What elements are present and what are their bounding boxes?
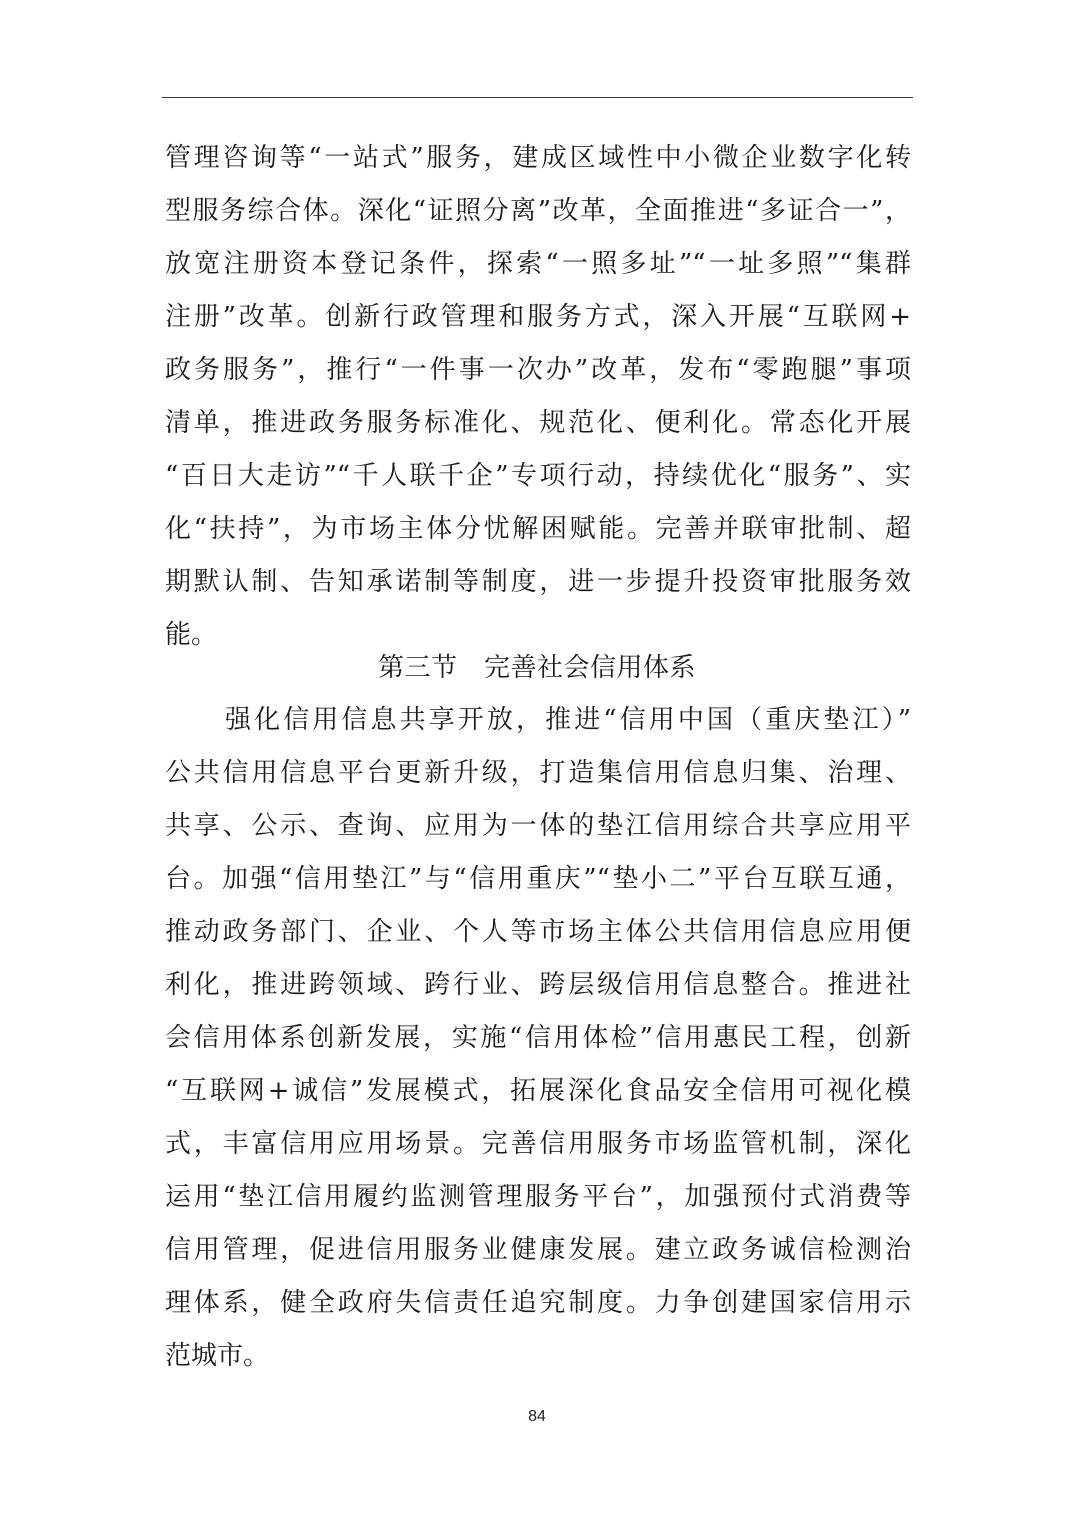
paragraph-line: 台。加强“信用垫江”与“信用重庆”“垫小二”平台互联互通，	[165, 864, 911, 894]
paragraph-line: 期默认制、告知承诺制等制度，进一步提升投资审批服务效	[165, 567, 911, 597]
paragraph-continuation	[165, 132, 911, 662]
paragraph-line: 强化信用信息共享开放，推进“信用中国（重庆垫江）”	[225, 705, 911, 735]
page-number: 84	[528, 1408, 546, 1425]
paragraph-line: “百日大走访”“千人联千企”专项行动，持续优化“服务”、实	[165, 461, 911, 491]
section-heading: 第三节 完善社会信用体系	[377, 653, 696, 683]
paragraph-line: 利化，推进跨领域、跨行业、跨层级信用信息整合。推进社	[165, 970, 911, 1000]
paragraph-line: 政务服务”，推行“一件事一次办”改革，发布“零跑腿”事项	[165, 355, 911, 385]
paragraph-line: 型服务综合体。深化“证照分离”改革，全面推进“多证合一”，	[165, 196, 911, 226]
paragraph-line: 范城市。	[165, 1341, 270, 1371]
paragraph-line: 清单，推进政务服务标准化、规范化、便利化。常态化开展	[165, 408, 911, 438]
paragraph-credit-system	[165, 694, 911, 1383]
paragraph-line: 化“扶持”，为市场主体分忧解困赋能。完善并联审批制、超	[165, 514, 911, 544]
paragraph-line: 运用“垫江信用履约监测管理服务平台”，加强预付式消费等	[165, 1182, 911, 1212]
paragraph-line: “互联网+诚信”发展模式，拓展深化食品安全信用可视化模	[165, 1076, 911, 1106]
paragraph-line: 推动政务部门、企业、个人等市场主体公共信用信息应用便	[165, 917, 911, 947]
paragraph-line: 放宽注册资本登记条件，探索“一照多址”“一址多照”“集群	[165, 249, 911, 279]
paragraph-line: 公共信用信息平台更新升级，打造集信用信息归集、治理、	[165, 758, 911, 788]
paragraph-line: 注册”改革。创新行政管理和服务方式，深入开展“互联网+	[165, 302, 911, 332]
paragraph-line: 共享、公示、查询、应用为一体的垫江信用综合共享应用平	[165, 811, 911, 841]
header-rule	[162, 97, 913, 98]
paragraph-line: 管理咨询等“一站式”服务，建成区域性中小微企业数字化转	[165, 143, 911, 173]
paragraph-line: 信用管理，促进信用服务业健康发展。建立政务诚信检测治	[165, 1235, 911, 1265]
paragraph-line: 理体系，健全政府失信责任追究制度。力争创建国家信用示	[165, 1288, 911, 1318]
paragraph-line: 能。	[165, 620, 218, 650]
paragraph-line: 式，丰富信用应用场景。完善信用服务市场监管机制，深化	[165, 1129, 911, 1159]
paragraph-line: 会信用体系创新发展，实施“信用体检”信用惠民工程，创新	[165, 1023, 911, 1053]
